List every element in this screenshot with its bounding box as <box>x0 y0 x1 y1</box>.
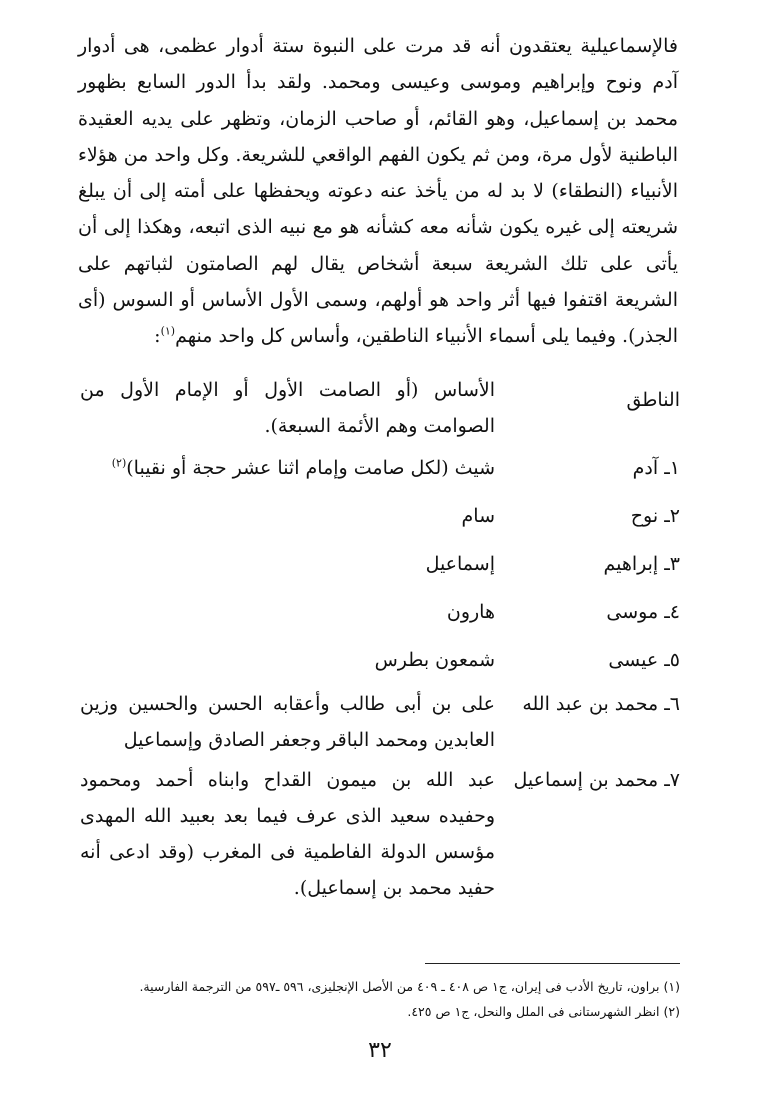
footnote-ref-1[interactable]: (١) <box>160 325 176 339</box>
footnote-1: (١) براون، تاريخ الأدب فى إيران، ج١ ص ٤٠٨ ـ ٤٠٩ من الأصل الإنجليزى، ٥٩٦ ـ٥٩٧ من الترجمة الفارسية. <box>139 979 680 994</box>
prophets-table <box>80 372 680 906</box>
speaker-cell: ٤ـ موسى <box>606 601 680 623</box>
table-row <box>80 546 680 582</box>
intro-text: فالإسماعيلية يعتقدون أنه قد مرت على النبوة ستة أدوار عظمى، هى أدوار آدم ونوح وإبراهيم وموسى وعيسى ومحمد. ولقد بدأ الدور السابع بظهور محمد بن إسماعيل، وهو القائم، أو صاحب الزمان، وتظهر على يديه العقيدة الباطنية لأول مرة، ومن ثم يكون الفهم الواقعي للشريعة. وكل واحد من هؤلاء الأنبياء (النطقاء) لا بد له من يأخذ عنه دعوته ويحفظها على أمته إلى أن يبلغ شريعته إلى غيره يكون شأنه معه كشأنه هو مع نبيه الذى اتبعه، وهكذا إلى أن يأتى على تلك الشريعة سبعة أشخاص يقال لهم الصامتون لثباتهم على الشريعة اقتفوا فيها أثر واحد هو أولهم، وسمى الأول الأساس أو السوس (أى الجذر). وفيما يلى أسماء الأنبياء الناطقين، وأساس كل واحد منهم <box>78 35 678 348</box>
table-row <box>80 642 680 678</box>
founder-text: شيث (لكل صامت وإمام اثنا عشر حجة أو نقيبا) <box>126 457 495 479</box>
founder-cell: عبد الله بن ميمون القداح وابناه أحمد ومحمود وحفيده سعيد الذى عرف فيما بعد بعبيد الله المهدى مؤسس الدولة الفاطمية فى المغرب (وقد ادعى أنه حفيد محمد بن إسماعيل). <box>80 769 495 899</box>
footnotes <box>60 974 680 1024</box>
founder-cell: إسماعيل <box>425 553 495 575</box>
speaker-cell: ٣ـ إبراهيم <box>603 553 680 575</box>
founder-cell <box>80 450 495 486</box>
speaker-cell: ١ـ آدم <box>632 457 680 479</box>
footnote-ref-2[interactable]: (٢) <box>111 456 127 470</box>
table-row <box>80 762 680 906</box>
table-row <box>80 686 680 758</box>
page-number: ٣٢ <box>368 1038 392 1063</box>
founder-cell: شمعون بطرس <box>374 649 495 671</box>
founder-cell: على بن أبى طالب وأعقابه الحسن والحسين وزين العابدين ومحمد الباقر وجعفر الصادق وإسماعيل <box>80 693 495 751</box>
intro-paragraph <box>78 28 678 355</box>
speaker-cell: ٦ـ محمد بن عبد الله <box>522 693 680 715</box>
founder-cell: هارون <box>446 601 495 623</box>
header-founder: الأساس (أو الصامت الأول أو الإمام الأول من الصوامت وهم الأئمة السبعة). <box>80 379 495 437</box>
speaker-cell: ٧ـ محمد بن إسماعيل <box>513 769 680 791</box>
footnote-divider <box>425 963 680 964</box>
speaker-cell: ٥ـ عيسى <box>608 649 680 671</box>
header-speaker: الناطق <box>626 389 680 411</box>
table-row <box>80 450 680 486</box>
intro-end: : <box>154 325 161 348</box>
table-row <box>80 594 680 630</box>
table-row <box>80 498 680 534</box>
footnote-2: (٢) انظر الشهرستانى فى الملل والنحل، ج١ ص ٤٢٥. <box>407 1004 680 1019</box>
table-header-row <box>80 372 680 444</box>
speaker-cell: ٢ـ نوح <box>630 505 680 527</box>
founder-cell: سام <box>461 505 495 527</box>
